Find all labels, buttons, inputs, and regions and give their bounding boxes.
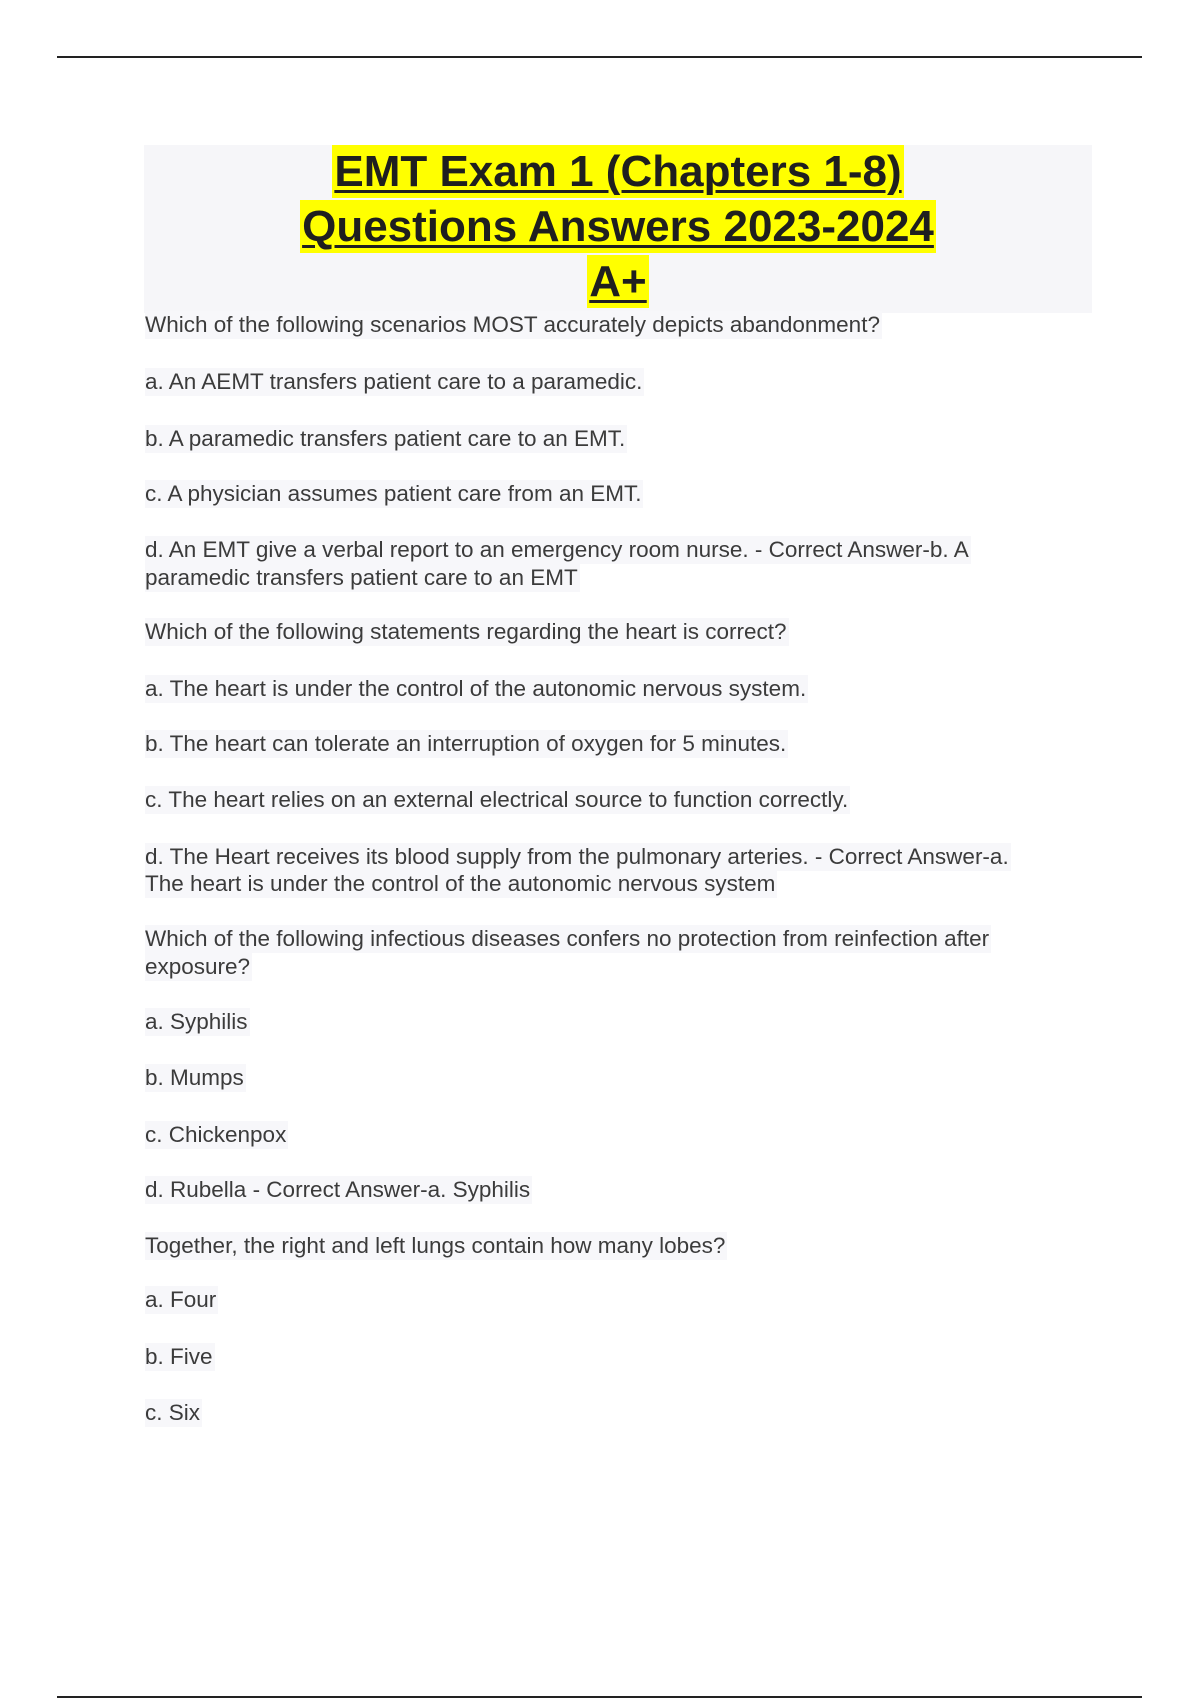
question-1-option-d: d. An EMT give a verbal report to an emergency room nurse. - Correct Answer-b. A bbox=[145, 537, 969, 562]
question-4-option-a: a. Four bbox=[145, 1287, 217, 1312]
question-3: Which of the following infectious diseases confers no protection from reinfection after bbox=[145, 926, 990, 951]
question-2-option-b: b. The heart can tolerate an interruption of oxygen for 5 minutes. bbox=[145, 731, 787, 756]
question-3-option-c: c. Chickenpox bbox=[145, 1122, 287, 1147]
title-line-2: Questions Answers 2023-2024 bbox=[302, 202, 934, 251]
question-1-option-c: c. A physician assumes patient care from an EMT. bbox=[145, 481, 642, 506]
question-3-continued: exposure? bbox=[145, 954, 251, 979]
question-4-option-b: b. Five bbox=[145, 1344, 213, 1369]
question-1-option-b: b. A paramedic transfers patient care to an EMT. bbox=[145, 426, 626, 451]
question-4: Together, the right and left lungs contain how many lobes? bbox=[145, 1233, 726, 1258]
question-2-answer-continued: The heart is under the control of the autonomic nervous system bbox=[145, 871, 776, 896]
question-4-option-c: c. Six bbox=[145, 1400, 201, 1425]
question-3-option-d: d. Rubella - Correct Answer-a. Syphilis bbox=[145, 1177, 531, 1202]
bottom-divider bbox=[57, 1696, 1142, 1698]
question-2: Which of the following statements regarding the heart is correct? bbox=[145, 619, 787, 644]
question-1-option-a: a. An AEMT transfers patient care to a paramedic. bbox=[145, 369, 643, 394]
question-3-option-a: a. Syphilis bbox=[145, 1009, 248, 1034]
question-2-option-a: a. The heart is under the control of the autonomic nervous system. bbox=[145, 676, 807, 701]
question-1-answer-continued: paramedic transfers patient care to an EMT bbox=[145, 565, 578, 590]
question-3-option-b: b. Mumps bbox=[145, 1065, 244, 1090]
title-line-1: EMT Exam 1 (Chapters 1-8) bbox=[334, 147, 902, 196]
question-2-option-c: c. The heart relies on an external electrical source to function correctly. bbox=[145, 787, 849, 812]
question-1: Which of the following scenarios MOST accurately depicts abandonment? bbox=[145, 312, 880, 337]
top-divider bbox=[57, 56, 1142, 58]
document-title bbox=[144, 145, 1092, 313]
question-2-option-d: d. The Heart receives its blood supply from the pulmonary arteries. - Correct Answer-a. bbox=[145, 844, 1009, 869]
title-line-3: A+ bbox=[589, 257, 647, 306]
